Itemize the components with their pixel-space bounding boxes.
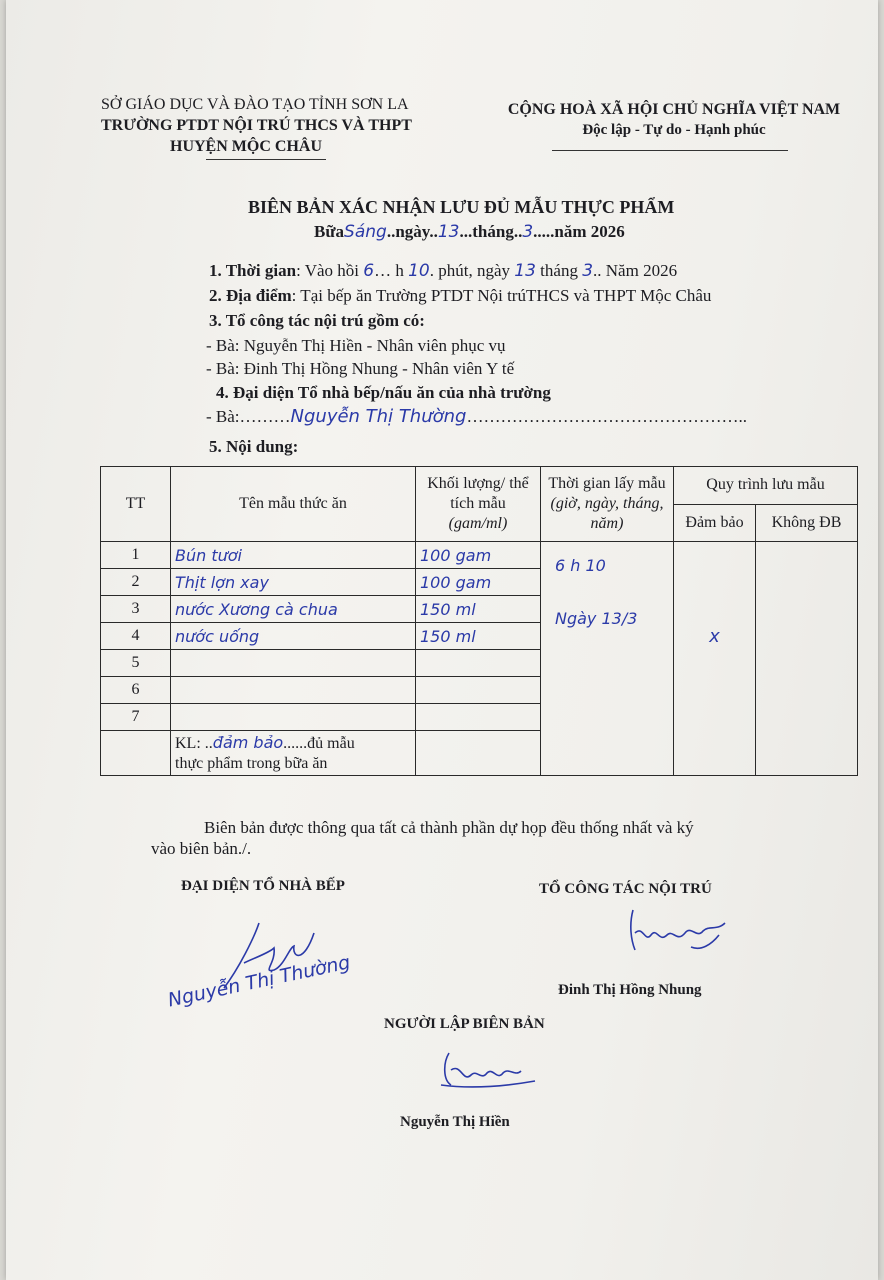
sample-time-hour: 6 h 10: [555, 556, 606, 575]
country-name: CỘNG HOÀ XÃ HỘI CHỦ NGHĨA VIỆT NAM: [507, 101, 841, 118]
row-weight: [416, 677, 541, 704]
row-food-name: [171, 677, 416, 704]
kitchen-signature-name: Nguyễn Thị Thường: [166, 951, 353, 1012]
time-minute: 10: [408, 261, 430, 281]
meal-label: Bữa: [314, 222, 345, 241]
location-text: : Tại bếp ăn Trường PTDT Nội trúTHCS và THPT Mộc Châu: [291, 286, 712, 305]
school-name: TRƯỜNG PTDT NỘI TRÚ THCS VÀ THPT: [101, 117, 412, 134]
header-left-underline: [206, 159, 326, 160]
time-hour: 6: [363, 261, 375, 281]
header-ok: Đảm bảo: [674, 504, 756, 542]
recorder-signature-title: NGƯỜI LẬP BIÊN BẢN: [384, 1016, 545, 1032]
ok-mark: x: [709, 626, 720, 647]
year-label: năm 2026: [554, 222, 625, 241]
row-food-name: Bún tươi: [171, 542, 416, 569]
row-food-name: nước uống: [171, 623, 416, 650]
time-day: 13: [514, 261, 536, 281]
row-weight: 150 ml: [416, 623, 541, 650]
day-value: 13: [437, 222, 460, 242]
document-subtitle: BữaSáng..ngày..13...tháng..3.....năm 2026: [314, 222, 625, 242]
table-header-row: [101, 467, 858, 505]
row-food-name: Thịt lợn xay: [171, 569, 416, 596]
conclusion-prefix: KL:: [175, 734, 201, 752]
row-food-name: [171, 650, 416, 677]
recorder-signature-name: Nguyễn Thị Hiền: [400, 1114, 510, 1130]
location-label: 2. Địa điểm: [209, 286, 292, 305]
time-text-c: phút, ngày: [438, 261, 511, 280]
team-member-2: - Bà: Đinh Thị Hồng Nhung - Nhân viên Y tế: [206, 359, 515, 378]
header-sample-time: [541, 467, 674, 542]
conclusion-cell: KL: ..đảm bảo......đủ mẫu thực phẩm trong bữa ăn: [171, 731, 416, 776]
team-member-1: - Bà: Nguyễn Thị Hiền - Nhân viên phục vụ: [206, 336, 506, 355]
section-content: 5. Nội dung:: [209, 437, 299, 456]
boarding-signature-scribble: [621, 905, 731, 960]
header-weight: [416, 467, 541, 542]
conclusion-value: đảm bảo: [212, 732, 284, 752]
meal-value: Sáng: [344, 222, 387, 242]
recorder-signature-scribble: [431, 1045, 541, 1095]
section-time: 1. Thời gian: Vào hồi 6… h 10. phút, ngày 13 tháng 3.. Năm 2026: [209, 261, 678, 281]
header-tt: TT: [101, 467, 171, 542]
conclusion-weight: [416, 731, 541, 776]
row-tt: 1: [101, 542, 171, 569]
header-process: Quy trình lưu mẫu: [674, 467, 858, 505]
header-food-name: Tên mẫu thức ăn: [171, 467, 416, 542]
row-weight: [416, 650, 541, 677]
row-weight: 150 ml: [416, 596, 541, 623]
time-text-e: Năm 2026: [605, 261, 678, 280]
row-tt: 3: [101, 596, 171, 623]
motto: Độc lập - Tự do - Hạnh phúc: [582, 122, 766, 138]
header-left: [101, 94, 412, 157]
row-tt: 6: [101, 677, 171, 704]
sample-table: [100, 466, 858, 776]
document-paper: [6, 0, 878, 1280]
time-month: 3: [582, 261, 594, 281]
closing-line1: Biên bản được thông qua tất cả thành phần dự họp đều thống nhất và ký: [204, 818, 694, 837]
section-location: [209, 286, 711, 306]
district-name: HUYỆN MỘC CHÂU: [170, 138, 322, 155]
header-weight-unit: (gam/ml): [448, 515, 508, 532]
closing-line2: vào biên bản./.: [151, 839, 252, 858]
row-tt: 2: [101, 569, 171, 596]
header-right: [494, 99, 854, 141]
row-food-name: nước Xương cà chua: [171, 596, 416, 623]
row-weight: [416, 704, 541, 731]
row-tt: 7: [101, 704, 171, 731]
boarding-signature-name: Đinh Thị Hồng Nhung: [558, 982, 702, 998]
header-right-underline: [552, 150, 788, 151]
row-tt: 5: [101, 650, 171, 677]
time-text-d: tháng: [540, 261, 578, 280]
conclusion-line2: thực phẩm trong bữa ăn: [175, 754, 328, 772]
header-time-label: Thời gian lấy mẫu: [548, 475, 666, 492]
kitchen-rep-prefix: - Bà:: [206, 407, 240, 426]
kitchen-rep-name: Nguyễn Thị Thường: [290, 406, 467, 427]
row-weight: 100 gam: [416, 542, 541, 569]
conclusion-suffix: đủ mẫu: [307, 734, 355, 752]
table-row: [101, 542, 858, 569]
row-tt: 4: [101, 623, 171, 650]
time-label: 1. Thời gian: [209, 261, 297, 280]
time-text-a: : Vào hồi: [296, 261, 360, 280]
kitchen-signature-title: ĐẠI DIỆN TỔ NHÀ BẾP: [181, 878, 345, 894]
section-kitchen-rep: 4. Đại diện Tổ nhà bếp/nấu ăn của nhà trường: [216, 383, 551, 402]
department-name: SỞ GIÁO DỤC VÀ ĐÀO TẠO TỈNH SƠN LA: [101, 96, 409, 113]
row-food-name: [171, 704, 416, 731]
header-not-ok: Không ĐB: [756, 504, 858, 542]
month-label: tháng: [472, 222, 514, 241]
sample-time-date: Ngày 13/3: [555, 609, 638, 628]
section-boarding-team: 3. Tổ công tác nội trú gồm có:: [209, 311, 425, 330]
header-weight-label: Khối lượng/ thể tích mẫu: [427, 475, 529, 512]
boarding-signature-title: TỔ CÔNG TÁC NỘI TRÚ: [539, 881, 712, 897]
ok-cell: [674, 542, 756, 776]
header-time-unit: (giờ, ngày, tháng, năm): [550, 495, 664, 532]
time-text-b: h: [395, 261, 404, 280]
kitchen-rep-line: - Bà:………Nguyễn Thị Thường…………………………………………..: [206, 406, 747, 427]
document-title: BIÊN BẢN XÁC NHẬN LƯU ĐỦ MẪU THỰC PHẨM: [248, 197, 675, 217]
day-label: ngày: [395, 222, 430, 241]
row-weight: 100 gam: [416, 569, 541, 596]
conclusion-tt: [101, 731, 171, 776]
not-ok-cell: [756, 542, 858, 776]
month-value: 3: [522, 222, 534, 242]
sample-time-cell: [541, 542, 674, 776]
